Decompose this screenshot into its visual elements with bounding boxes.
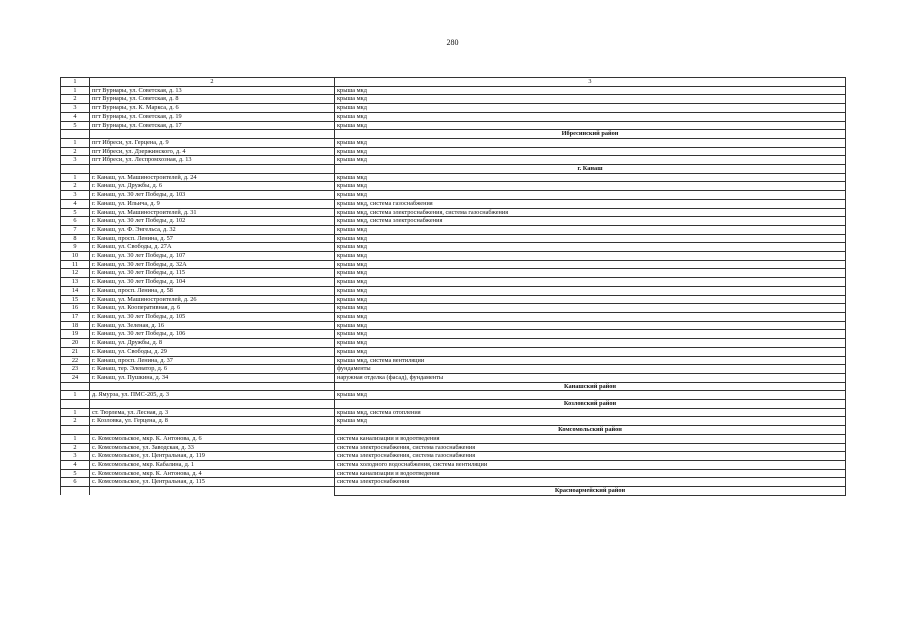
table-row: [61, 356, 846, 365]
table-row: [61, 339, 846, 348]
row-work: крыша мкд: [335, 121, 846, 130]
row-number: 4: [61, 460, 90, 469]
table-row: [61, 252, 846, 261]
row-number: 4: [61, 112, 90, 121]
table-row: [61, 112, 846, 121]
column-header-number: 1: [61, 78, 90, 87]
row-address: г. Канаш, ул. Свободы, д. 29: [90, 347, 335, 356]
row-number: 3: [61, 156, 90, 165]
row-work: система электроснабжения, система газоснабжения: [335, 443, 846, 452]
repair-table: [60, 77, 846, 496]
row-number: 19: [61, 330, 90, 339]
row-work: крыша мкд: [335, 347, 846, 356]
table-row: [61, 208, 846, 217]
table-row: [61, 199, 846, 208]
row-work: крыша мкд, система электроснабжения: [335, 217, 846, 226]
row-work: крыша мкд: [335, 391, 846, 400]
row-number: 9: [61, 243, 90, 252]
row-number: 3: [61, 104, 90, 113]
row-work: крыша мкд: [335, 104, 846, 113]
table-row: [61, 104, 846, 113]
row-work: крыша мкд: [335, 182, 846, 191]
table-row: [61, 330, 846, 339]
table-row: [61, 191, 846, 200]
row-number: 1: [61, 138, 90, 147]
row-work: система холодного водоснабжения, система вентиляции: [335, 460, 846, 469]
row-number: 1: [61, 173, 90, 182]
row-work: крыша мкд: [335, 95, 846, 104]
row-address: г. Канаш, ул. Ильича, д. 9: [90, 199, 335, 208]
row-number: 1: [61, 86, 90, 95]
row-work: крыша мкд: [335, 86, 846, 95]
blank-cell: [90, 130, 335, 139]
row-address: г. Козловка, ул. Герцена, д. 8: [90, 417, 335, 426]
row-address: г. Канаш, ул. Пушкина, д. 34: [90, 373, 335, 382]
row-work: крыша мкд: [335, 191, 846, 200]
row-address: пгт Вурнары, ул. Советская, д. 8: [90, 95, 335, 104]
table-row: [61, 269, 846, 278]
row-number: 10: [61, 252, 90, 261]
table-row: [61, 278, 846, 287]
row-address: г. Канаш, тер. Элеватор, д. 6: [90, 365, 335, 374]
table-row: [61, 138, 846, 147]
table-row: [61, 347, 846, 356]
row-number: 3: [61, 191, 90, 200]
row-address: г. Канаш, просп. Ленина, д. 58: [90, 286, 335, 295]
section-title: Красноармейский район: [335, 487, 846, 496]
row-address: пгт Вурнары, ул. Советская, д. 19: [90, 112, 335, 121]
table-row: [61, 460, 846, 469]
row-work: крыша мкд: [335, 269, 846, 278]
row-number: 5: [61, 469, 90, 478]
row-address: пгт Ибреси, ул. Герцена, д. 9: [90, 138, 335, 147]
table-row: [61, 182, 846, 191]
blank-cell: [90, 400, 335, 409]
section-row: [61, 487, 846, 496]
row-number: 2: [61, 147, 90, 156]
row-address: г. Канаш, ул. Зеленая, д. 16: [90, 321, 335, 330]
table-row: [61, 373, 846, 382]
table-row: [61, 365, 846, 374]
row-number: 12: [61, 269, 90, 278]
row-work: крыша мкд: [335, 339, 846, 348]
table-row: [61, 295, 846, 304]
blank-cell: [61, 400, 90, 409]
row-address: г. Канаш, ул. Дружбы, д. 6: [90, 182, 335, 191]
row-number: 5: [61, 208, 90, 217]
row-work: система канализации и водоотведения: [335, 469, 846, 478]
section-title: Козловский район: [335, 400, 846, 409]
table-row: [61, 478, 846, 487]
row-number: 24: [61, 373, 90, 382]
row-number: 20: [61, 339, 90, 348]
row-work: крыша мкд, система газоснабжения: [335, 199, 846, 208]
blank-cell: [90, 382, 335, 391]
section-title: Ибресинский район: [335, 130, 846, 139]
blank-cell: [61, 487, 90, 496]
section-row: [61, 130, 846, 139]
row-work: крыша мкд: [335, 304, 846, 313]
blank-cell: [90, 487, 335, 496]
row-work: крыша мкд: [335, 243, 846, 252]
row-address: г. Канаш, ул. 30 лет Победы, д. 105: [90, 312, 335, 321]
row-number: 1: [61, 408, 90, 417]
section-row: [61, 165, 846, 174]
row-address: с. Комсомольское, мкр. Кабалина, д. 1: [90, 460, 335, 469]
table-row: [61, 86, 846, 95]
row-address: пгт Вурнары, ул. Советская, д. 13: [90, 86, 335, 95]
section-title: Канашский район: [335, 382, 846, 391]
table-row: [61, 321, 846, 330]
row-number: 5: [61, 121, 90, 130]
table-row: [61, 260, 846, 269]
row-work: крыша мкд: [335, 312, 846, 321]
row-address: г. Канаш, ул. 30 лет Победы, д. 115: [90, 269, 335, 278]
blank-cell: [61, 130, 90, 139]
table-row: [61, 95, 846, 104]
table-body: [61, 78, 846, 496]
row-number: 4: [61, 199, 90, 208]
row-address: с. Комсомольское, ул. Центральная, д. 119: [90, 452, 335, 461]
row-number: 17: [61, 312, 90, 321]
row-address: д. Ямурза, ул. ПМС-205, д. 3: [90, 391, 335, 400]
row-work: система канализации и водоотведения: [335, 434, 846, 443]
row-number: 13: [61, 278, 90, 287]
row-work: крыша мкд: [335, 260, 846, 269]
row-number: 2: [61, 182, 90, 191]
row-number: 21: [61, 347, 90, 356]
table-row: [61, 173, 846, 182]
row-address: г. Канаш, ул. 30 лет Победы, д. 102: [90, 217, 335, 226]
row-work: крыша мкд: [335, 252, 846, 261]
section-row: [61, 400, 846, 409]
table-row: [61, 156, 846, 165]
column-header-work: 3: [335, 78, 846, 87]
row-work: система электроснабжения, система газоснабжения: [335, 452, 846, 461]
header-row: [61, 78, 846, 87]
row-work: крыша мкд: [335, 295, 846, 304]
row-work: крыша мкд: [335, 112, 846, 121]
row-address: г. Канаш, ул. Свободы, д. 27А: [90, 243, 335, 252]
row-address: г. Канаш, ул. 30 лет Победы, д. 106: [90, 330, 335, 339]
blank-cell: [61, 426, 90, 435]
blank-cell: [90, 426, 335, 435]
table-row: [61, 452, 846, 461]
blank-cell: [90, 165, 335, 174]
row-work: крыша мкд: [335, 321, 846, 330]
row-address: г. Канаш, ул. Кооперативная, д. 6: [90, 304, 335, 313]
row-number: 1: [61, 391, 90, 400]
column-header-address: 2: [90, 78, 335, 87]
table-row: [61, 121, 846, 130]
table-row: [61, 225, 846, 234]
table-row: [61, 243, 846, 252]
row-address: г. Канаш, ул. 30 лет Победы, д. 32А: [90, 260, 335, 269]
table-row: [61, 147, 846, 156]
table-row: [61, 312, 846, 321]
row-address: г. Канаш, ул. Машиностроителей, д. 24: [90, 173, 335, 182]
row-address: г. Канаш, ул. 30 лет Победы, д. 103: [90, 191, 335, 200]
row-address: пгт Вурнары, ул. Советская, д. 17: [90, 121, 335, 130]
row-number: 8: [61, 234, 90, 243]
row-work: система электроснабжения: [335, 478, 846, 487]
table-row: [61, 304, 846, 313]
row-number: 2: [61, 95, 90, 104]
row-number: 2: [61, 417, 90, 426]
row-number: 18: [61, 321, 90, 330]
row-work: крыша мкд: [335, 417, 846, 426]
row-number: 6: [61, 217, 90, 226]
blank-cell: [61, 165, 90, 174]
section-title: г. Канаш: [335, 165, 846, 174]
row-address: ст. Тюрлема, ул. Лесная, д. 3: [90, 408, 335, 417]
row-address: пгт Ибреси, ул. Леспромхозная, д. 13: [90, 156, 335, 165]
row-work: фундаменты: [335, 365, 846, 374]
row-address: г. Канаш, просп. Ленина, д. 37: [90, 356, 335, 365]
row-work: крыша мкд: [335, 330, 846, 339]
row-address: г. Канаш, ул. 30 лет Победы, д. 104: [90, 278, 335, 287]
row-number: 15: [61, 295, 90, 304]
row-address: г. Канаш, ул. Дружбы, д. 8: [90, 339, 335, 348]
table-row: [61, 286, 846, 295]
row-number: 1: [61, 434, 90, 443]
row-work: наружная отделка (фасад), фундаменты: [335, 373, 846, 382]
row-work: крыша мкд: [335, 156, 846, 165]
row-address: г. Канаш, ул. Машиностроителей, д. 26: [90, 295, 335, 304]
row-address: с. Комсомольское, мкр. К. Антонова, д. 4: [90, 469, 335, 478]
row-number: 3: [61, 452, 90, 461]
row-address: г. Канаш, ул. 30 лет Победы, д. 107: [90, 252, 335, 261]
section-row: [61, 382, 846, 391]
row-number: 16: [61, 304, 90, 313]
table-row: [61, 234, 846, 243]
row-work: крыша мкд: [335, 234, 846, 243]
row-number: 7: [61, 225, 90, 234]
row-address: пгт Ибреси, ул. Дзержинского, д. 4: [90, 147, 335, 156]
row-number: 23: [61, 365, 90, 374]
row-number: 22: [61, 356, 90, 365]
row-work: крыша мкд, система вентиляции: [335, 356, 846, 365]
row-work: крыша мкд, система отопления: [335, 408, 846, 417]
table-row: [61, 391, 846, 400]
row-work: крыша мкд: [335, 225, 846, 234]
row-work: крыша мкд: [335, 138, 846, 147]
table-row: [61, 417, 846, 426]
row-number: 6: [61, 478, 90, 487]
row-work: крыша мкд: [335, 147, 846, 156]
row-address: с. Комсомольское, ул. Центральная, д. 115: [90, 478, 335, 487]
page-number: 280: [446, 38, 459, 47]
row-number: 2: [61, 443, 90, 452]
row-address: г. Канаш, ул. Ф. Энгельса, д. 32: [90, 225, 335, 234]
section-row: [61, 426, 846, 435]
blank-cell: [61, 382, 90, 391]
row-work: крыша мкд: [335, 173, 846, 182]
table-row: [61, 443, 846, 452]
section-title: Комсомольский район: [335, 426, 846, 435]
row-address: пгт Вурнары, ул. К. Маркса, д. 6: [90, 104, 335, 113]
row-number: 11: [61, 260, 90, 269]
row-work: крыша мкд, система электроснабжения, система газоснабжения: [335, 208, 846, 217]
table-row: [61, 469, 846, 478]
table-row: [61, 217, 846, 226]
row-work: крыша мкд: [335, 286, 846, 295]
row-address: г. Канаш, просп. Ленина, д. 57: [90, 234, 335, 243]
table-row: [61, 408, 846, 417]
row-address: с. Комсомольское, мкр. К. Антонова, д. 6: [90, 434, 335, 443]
row-address: с. Комсомольское, ул. Заводская, д. 33: [90, 443, 335, 452]
row-number: 14: [61, 286, 90, 295]
table-row: [61, 434, 846, 443]
row-work: крыша мкд: [335, 278, 846, 287]
row-address: г. Канаш, ул. Машиностроителей, д. 31: [90, 208, 335, 217]
